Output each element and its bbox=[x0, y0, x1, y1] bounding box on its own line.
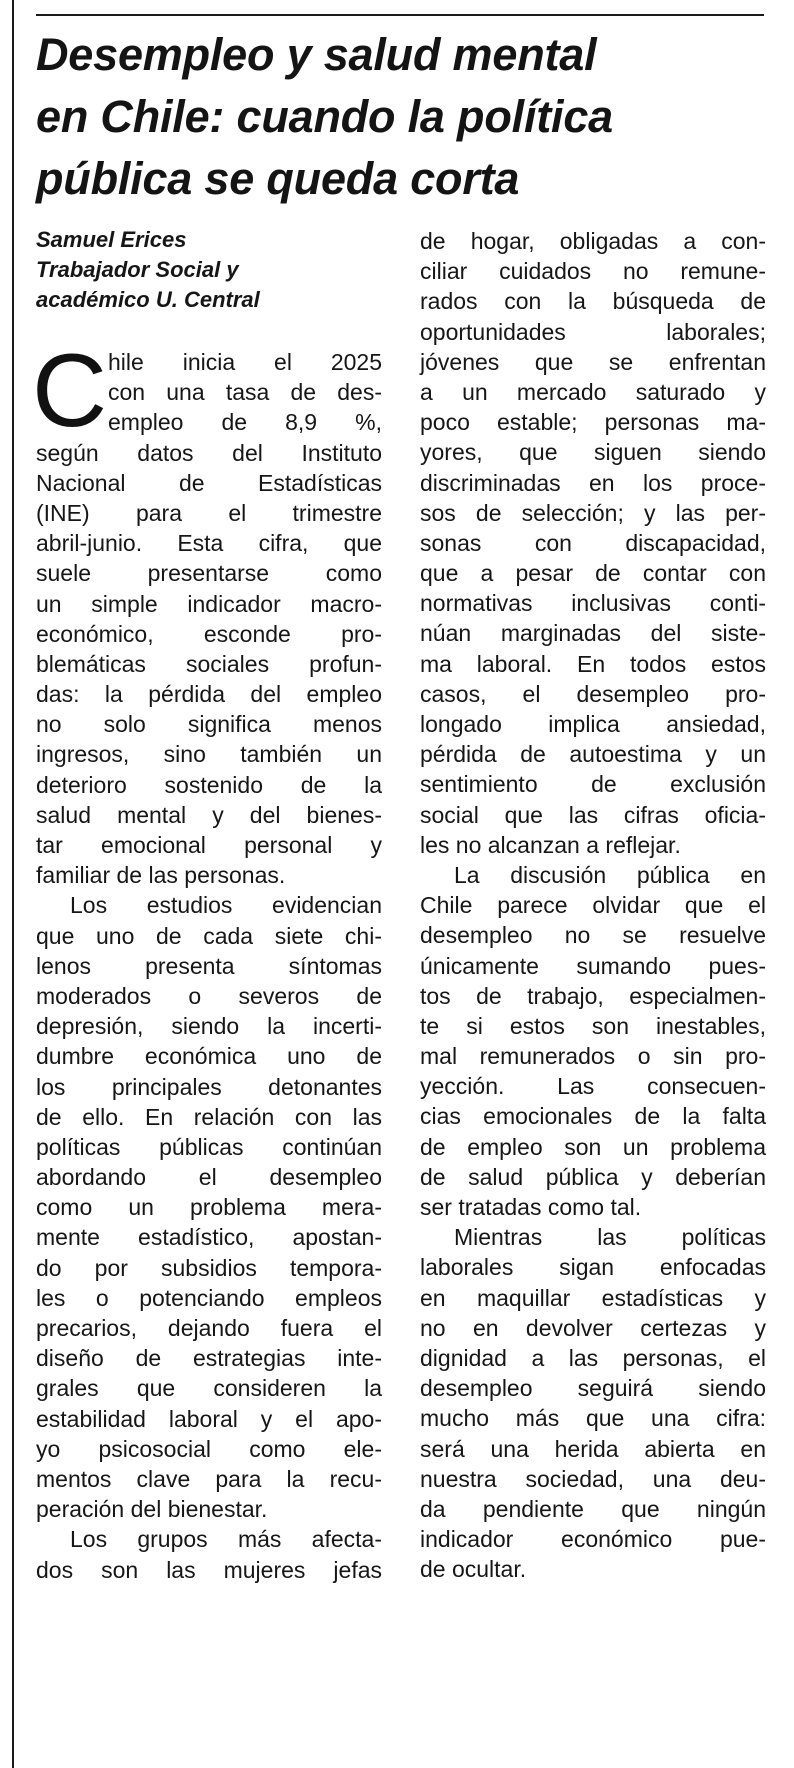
text-line: Los grupos más afecta- bbox=[70, 1526, 382, 1553]
text-line: da pendiente que ningún bbox=[420, 1495, 766, 1522]
text-line: indicador económico pue- bbox=[420, 1526, 766, 1553]
paragraph-3-continued bbox=[420, 226, 766, 860]
text-line: sonas con discapacidad, bbox=[420, 529, 766, 556]
text-line: ma laboral. En todos estos bbox=[420, 650, 766, 677]
text-line: que a pesar de contar con bbox=[420, 560, 766, 587]
article-headline bbox=[36, 24, 766, 210]
text-line: salud mental y del bienes- bbox=[36, 801, 382, 828]
text-line: dignidad a las personas, el bbox=[420, 1344, 766, 1371]
text-line: deterioro sostenido de la bbox=[36, 771, 382, 798]
left-column-rule bbox=[12, 0, 14, 1768]
text-line: dos son las mujeres jefas bbox=[36, 1556, 382, 1583]
text-line: políticas públicas continúan bbox=[36, 1133, 382, 1160]
top-rule bbox=[36, 14, 764, 16]
text-line: moderados o severos de bbox=[36, 982, 382, 1009]
text-line: tar emocional personal y bbox=[36, 832, 382, 858]
text-line: según datos del Instituto bbox=[36, 439, 382, 466]
text-line: les o potenciando empleos bbox=[36, 1284, 382, 1311]
text-line: ingresos, sino también un bbox=[36, 741, 382, 768]
text-line: abordando el desempleo bbox=[36, 1164, 382, 1191]
text-line: Los estudios evidencian bbox=[70, 892, 382, 919]
text-line: en maquillar estadísticas y bbox=[420, 1284, 766, 1311]
text-line: Mientras las políticas bbox=[454, 1224, 766, 1251]
text-line: mentos clave para la recu- bbox=[36, 1465, 382, 1492]
text-line: oportunidades laborales; bbox=[420, 318, 766, 345]
text-line: casos, el desempleo pro- bbox=[420, 680, 766, 707]
paragraph-5 bbox=[420, 1222, 766, 1584]
text-line: los principales detonantes bbox=[36, 1073, 382, 1100]
text-line: hile inicia el 2025 bbox=[108, 349, 382, 375]
text-line: de ello. En relación con las bbox=[36, 1103, 382, 1130]
text-line: de empleo son un problema bbox=[420, 1133, 766, 1160]
text-line: tos de trabajo, especialmen- bbox=[420, 982, 766, 1009]
text-line: blemáticas sociales profun- bbox=[36, 650, 382, 677]
text-line: te si estos son inestables, bbox=[420, 1012, 766, 1039]
text-line: desempleo no se resuelve bbox=[420, 922, 766, 949]
text-line: empleo de 8,9 %, bbox=[108, 409, 382, 436]
text-line: ciliar cuidados no remune- bbox=[420, 258, 766, 285]
text-line: desempleo seguirá siendo bbox=[420, 1375, 766, 1402]
headline-line: Desempleo y salud mental bbox=[36, 29, 597, 80]
text-line: social que las cifras oficia- bbox=[420, 801, 766, 828]
paragraph-2 bbox=[36, 890, 382, 1524]
text-line: suele presentarse como bbox=[36, 560, 382, 587]
text-line: pérdida de autoestima y un bbox=[420, 741, 766, 768]
text-line: precarios, dejando fuera el bbox=[36, 1315, 382, 1341]
text-line: familiar de las personas. bbox=[36, 862, 286, 889]
paragraph-1 bbox=[32, 333, 382, 890]
text-line: grales que consideren la bbox=[36, 1375, 382, 1402]
text-line: do por subsidios tempora- bbox=[36, 1254, 382, 1281]
text-line: dumbre económica uno de bbox=[36, 1043, 382, 1070]
text-line: no en devolver certezas y bbox=[420, 1314, 766, 1341]
text-line: jóvenes que se enfrentan bbox=[420, 348, 766, 375]
text-line: (INE) para el trimestre bbox=[36, 499, 382, 526]
text-line: les no alcanzan a reflejar. bbox=[420, 831, 681, 858]
text-line: núan marginadas del siste- bbox=[420, 620, 766, 647]
text-line: nuestra sociedad, una deu- bbox=[420, 1465, 766, 1492]
text-line: yo psicosocial como ele- bbox=[36, 1435, 382, 1462]
text-line: Chile parece olvidar que el bbox=[420, 892, 766, 919]
text-line: sentimiento de exclusión bbox=[420, 771, 766, 798]
text-line: yección. Las consecuen- bbox=[420, 1073, 766, 1100]
text-line: como un problema mera- bbox=[36, 1194, 382, 1221]
text-line: rados con la búsqueda de bbox=[420, 288, 766, 315]
text-line: ser tratadas como tal. bbox=[420, 1194, 642, 1220]
article-column-right bbox=[420, 226, 766, 1584]
text-line: un simple indicador macro- bbox=[36, 590, 382, 617]
paragraph-4 bbox=[420, 860, 766, 1222]
text-line: longado implica ansiedad, bbox=[420, 711, 766, 737]
text-line: das: la pérdida del empleo bbox=[36, 681, 382, 708]
article-column-left bbox=[32, 225, 382, 1585]
drop-cap: C bbox=[32, 333, 108, 449]
text-line: abril-junio. Esta cifra, que bbox=[36, 530, 382, 557]
text-line: con una tasa de des- bbox=[108, 379, 382, 406]
text-line: depresión, siendo la incerti- bbox=[36, 1013, 382, 1040]
text-line: de hogar, obligadas a con- bbox=[420, 228, 766, 254]
headline-line: pública se queda corta bbox=[36, 153, 520, 204]
text-line: estabilidad laboral y el apo- bbox=[36, 1405, 382, 1432]
text-line: a un mercado saturado y bbox=[420, 378, 766, 405]
text-line: poco estable; personas ma- bbox=[420, 409, 766, 436]
text-line: mal remunerados o sin pro- bbox=[420, 1043, 766, 1070]
headline-line: en Chile: cuando la política bbox=[36, 91, 613, 142]
text-line: La discusión pública en bbox=[454, 861, 766, 888]
text-line: no solo significa menos bbox=[36, 711, 382, 738]
text-line: discriminadas en los proce- bbox=[420, 469, 766, 496]
paragraph-3 bbox=[36, 1524, 382, 1584]
text-line: laborales sigan enfocadas bbox=[420, 1254, 766, 1281]
text-line: mente estadístico, apostan- bbox=[36, 1224, 382, 1251]
text-line: de ocultar. bbox=[420, 1556, 527, 1583]
author-role: Trabajador Social y bbox=[36, 257, 239, 282]
author-byline bbox=[36, 225, 382, 315]
text-line: diseño de estrategias inte- bbox=[36, 1345, 382, 1372]
author-affiliation: académico U. Central bbox=[36, 287, 260, 312]
author-name: Samuel Erices bbox=[36, 227, 187, 252]
text-line: lenos presenta síntomas bbox=[36, 952, 382, 979]
text-line: únicamente sumando pues- bbox=[420, 952, 766, 979]
text-line: cias emocionales de la falta bbox=[420, 1103, 766, 1130]
text-line: peración del bienestar. bbox=[36, 1496, 268, 1523]
text-line: de salud pública y deberían bbox=[420, 1163, 766, 1190]
text-line: mucho más que una cifra: bbox=[420, 1405, 766, 1432]
text-line: que uno de cada siete chi- bbox=[36, 922, 382, 949]
text-line: económico, esconde pro- bbox=[36, 620, 382, 647]
text-line: sos de selección; y las per- bbox=[420, 499, 766, 526]
text-line: Nacional de Estadísticas bbox=[36, 469, 382, 496]
text-line: será una herida abierta en bbox=[420, 1435, 766, 1462]
text-line: yores, que siguen siendo bbox=[420, 439, 766, 466]
text-line: normativas inclusivas conti- bbox=[420, 590, 766, 617]
